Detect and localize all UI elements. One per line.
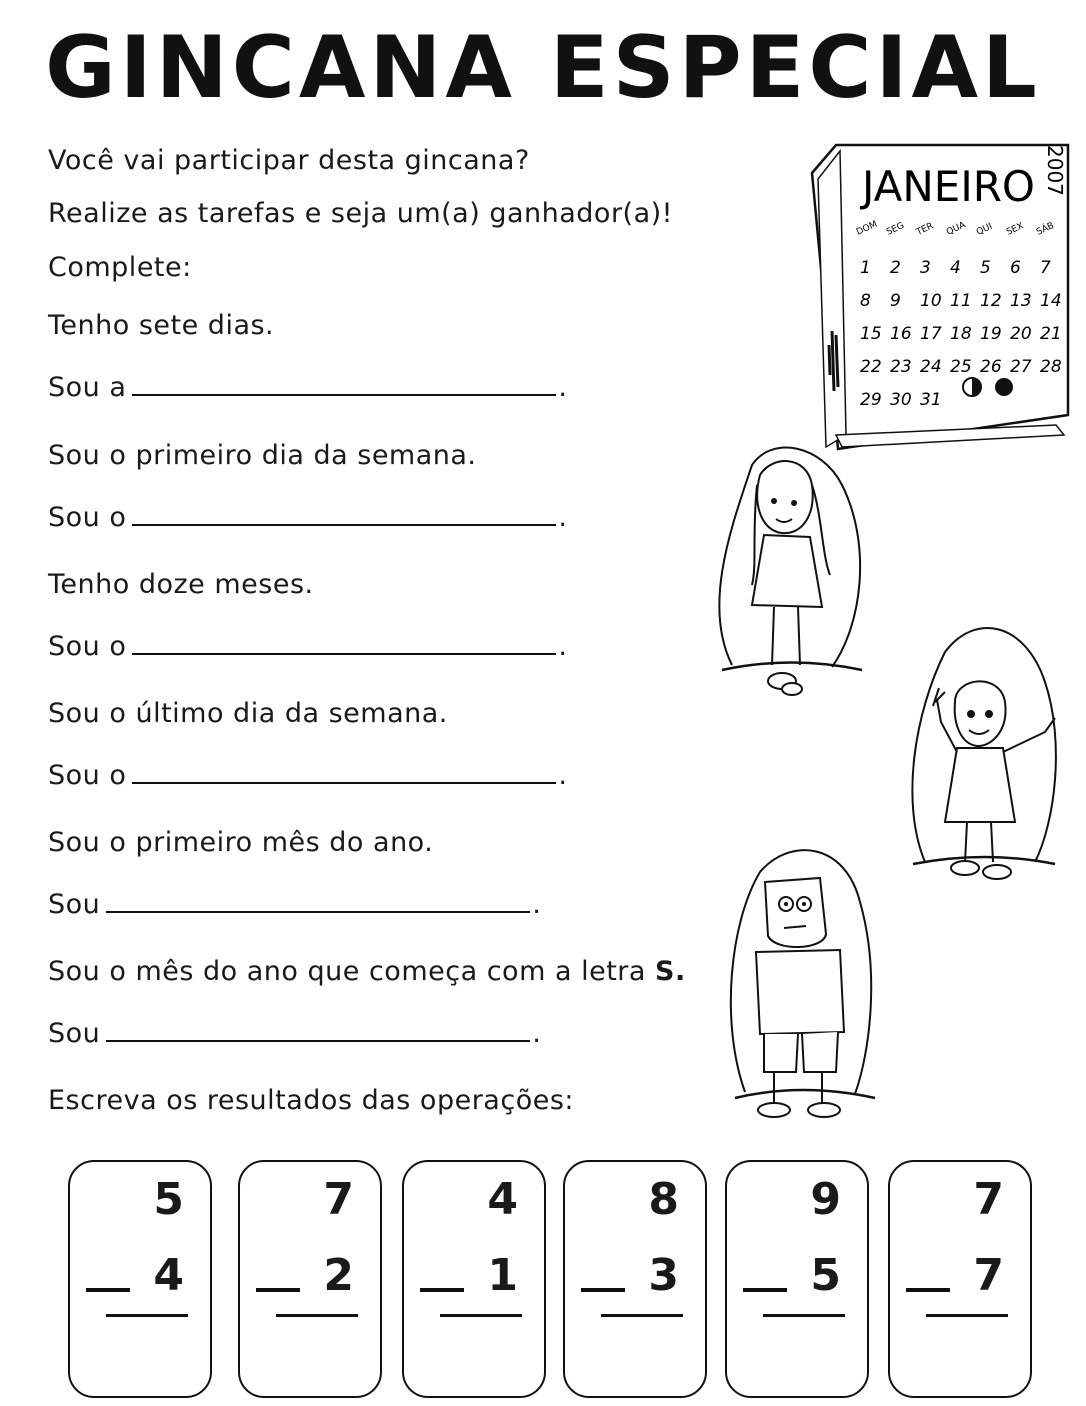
- calendar-year: 2007: [1043, 145, 1067, 196]
- operation-card-3[interactable]: [402, 1160, 546, 1398]
- clue-6-text: Sou o mês do ano que começa com a letra: [48, 956, 656, 987]
- subtrahend: 7: [973, 1250, 1004, 1301]
- operation-card-2[interactable]: [238, 1160, 382, 1398]
- clue-6-letter: S.: [655, 956, 686, 987]
- minus-sign: [906, 1288, 950, 1292]
- calendar-day: 17: [920, 324, 942, 344]
- clue-4: Sou o último dia da semana.: [48, 698, 448, 729]
- answer-prefix-5: Sou: [48, 889, 101, 920]
- page-title: GINCANA ESPECIAL: [45, 18, 1041, 118]
- answer-row-5: Sou .: [48, 885, 541, 920]
- answer-prefix-2: Sou o: [48, 502, 127, 533]
- result-line: [276, 1314, 358, 1317]
- intro-line-2: Realize as tarefas e seja um(a) ganhador(a)!: [48, 198, 673, 229]
- calendar-weekday: SEX: [1005, 221, 1026, 238]
- answer-blank-6[interactable]: [106, 1014, 530, 1042]
- minuend: 7: [323, 1174, 354, 1225]
- calendar-illustration: [806, 135, 1078, 455]
- calendar-day: 18: [950, 324, 972, 344]
- intro-line-3: Complete:: [48, 252, 192, 283]
- calendar-day: 13: [1010, 291, 1032, 311]
- calendar-day: 1: [860, 258, 871, 278]
- answer-blank-1[interactable]: [132, 368, 556, 396]
- calendar-day: 3: [920, 258, 931, 278]
- calendar-day: 25: [950, 357, 972, 377]
- subtrahend: 2: [323, 1250, 354, 1301]
- calendar-day: 6: [1010, 258, 1021, 278]
- result-line: [440, 1314, 522, 1317]
- answer-blank-4[interactable]: [132, 756, 556, 784]
- minuend: 5: [153, 1174, 184, 1225]
- moon-full-icon: [995, 378, 1013, 396]
- result-line: [106, 1314, 188, 1317]
- calendar-day: 2: [890, 258, 901, 278]
- calendar-day: 24: [920, 357, 942, 377]
- minuend: 8: [648, 1174, 679, 1225]
- subtrahend: 1: [487, 1250, 518, 1301]
- subtrahend: 5: [810, 1250, 841, 1301]
- operations-label: Escreva os resultados das operações:: [48, 1085, 574, 1116]
- calendar-weekday: QUI: [975, 221, 995, 238]
- subtrahend: 3: [648, 1250, 679, 1301]
- girl-illustration: [712, 445, 872, 710]
- minus-sign: [743, 1288, 787, 1292]
- answer-prefix-1: Sou a: [48, 372, 127, 403]
- calendar-weekday: SEG: [885, 220, 906, 238]
- minus-sign: [581, 1288, 625, 1292]
- calendar-day: 12: [980, 291, 1002, 311]
- calendar-month: JANEIRO: [862, 162, 1035, 211]
- calendar-day: 21: [1040, 324, 1062, 344]
- answer-prefix-6: Sou: [48, 1018, 101, 1049]
- calendar-day: 16: [890, 324, 912, 344]
- subtrahend: 4: [153, 1250, 184, 1301]
- minus-sign: [86, 1288, 130, 1292]
- calendar-day: 30: [890, 390, 912, 410]
- answer-row-3: Sou o .: [48, 627, 567, 662]
- clue-1: Tenho sete dias.: [48, 310, 275, 341]
- answer-prefix-3: Sou o: [48, 631, 127, 662]
- answer-blank-5[interactable]: [106, 885, 530, 913]
- operation-card-6[interactable]: [888, 1160, 1032, 1398]
- operation-card-4[interactable]: [563, 1160, 707, 1398]
- calendar-day: 15: [860, 324, 882, 344]
- result-line: [926, 1314, 1008, 1317]
- intro-line-1: Você vai participar desta gincana?: [48, 145, 530, 176]
- calendar-day: 23: [890, 357, 912, 377]
- minus-sign: [256, 1288, 300, 1292]
- clue-6: [48, 956, 686, 987]
- calendar-day: 7: [1040, 258, 1051, 278]
- answer-row-1: Sou a .: [48, 368, 568, 403]
- calendar-weekday: DOM: [855, 219, 880, 238]
- calendar-day: 14: [1040, 291, 1062, 311]
- calendar-day: 22: [860, 357, 882, 377]
- calendar-day: 27: [1010, 357, 1032, 377]
- minus-sign: [420, 1288, 464, 1292]
- calendar-weekday: TER: [915, 221, 936, 238]
- answer-blank-3[interactable]: [132, 627, 556, 655]
- boy-illustration: [720, 842, 885, 1127]
- calendar-day: 29: [860, 390, 882, 410]
- calendar-weekday: SÁB: [1035, 220, 1056, 238]
- calendar-weekday: QUA: [945, 220, 968, 238]
- clue-2: Sou o primeiro dia da semana.: [48, 440, 477, 471]
- calendar-day: 4: [950, 258, 961, 278]
- calendar-day: 28: [1040, 357, 1062, 377]
- answer-blank-2[interactable]: [132, 498, 556, 526]
- answer-row-4: Sou o .: [48, 756, 567, 791]
- clue-5: Sou o primeiro mês do ano.: [48, 827, 434, 858]
- calendar-day: 8: [860, 291, 871, 311]
- answer-row-2: Sou o .: [48, 498, 567, 533]
- calendar-day: 20: [1010, 324, 1032, 344]
- minuend: 4: [487, 1174, 518, 1225]
- clue-3: Tenho doze meses.: [48, 569, 314, 600]
- calendar-day: 10: [920, 291, 942, 311]
- calendar-day: 9: [890, 291, 901, 311]
- minuend: 9: [810, 1174, 841, 1225]
- calendar-day: 31: [920, 390, 942, 410]
- minuend: 7: [973, 1174, 1004, 1225]
- result-line: [601, 1314, 683, 1317]
- operation-card-5[interactable]: [725, 1160, 869, 1398]
- answer-prefix-4: Sou o: [48, 760, 127, 791]
- waving-girl-illustration: [905, 622, 1065, 892]
- calendar-day: 11: [950, 291, 972, 311]
- calendar-day: 5: [980, 258, 991, 278]
- calendar-day: 19: [980, 324, 1002, 344]
- calendar-day: 26: [980, 357, 1002, 377]
- answer-row-6: Sou .: [48, 1014, 541, 1049]
- result-line: [763, 1314, 845, 1317]
- operation-card-1[interactable]: [68, 1160, 212, 1398]
